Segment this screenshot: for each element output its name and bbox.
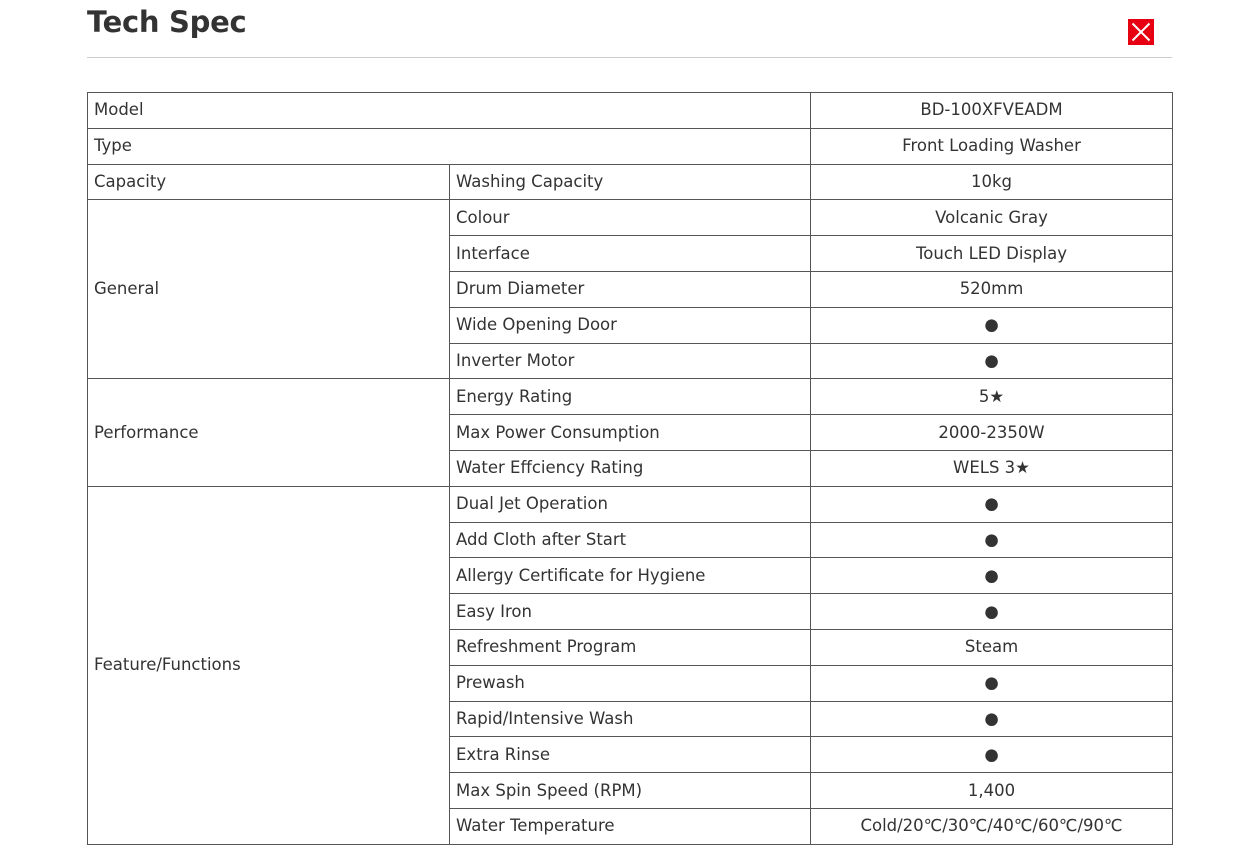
spec-table [87,92,1173,845]
spec-value: ● [811,558,1173,594]
spec-label: Interface [450,236,811,272]
table-row [88,164,1173,200]
spec-value: ● [811,343,1173,379]
spec-value: ● [811,665,1173,701]
spec-label: Rapid/Intensive Wash [450,701,811,737]
table-row [88,128,1173,164]
spec-value: ● [811,594,1173,630]
modal-header [87,0,1172,58]
spec-value: 2000-2350W [811,415,1173,451]
row-value-model: BD-100XFVEADM [811,93,1173,129]
category-label-general: General [88,200,450,379]
close-icon [1128,19,1154,45]
category-label-capacity: Capacity [88,164,450,200]
table-row [88,93,1173,129]
spec-value: ● [811,307,1173,343]
spec-value: ● [811,737,1173,773]
spec-label: Max Spin Speed (RPM) [450,773,811,809]
spec-label: Extra Rinse [450,737,811,773]
spec-label: Colour [450,200,811,236]
spec-value: Touch LED Display [811,236,1173,272]
spec-label: Water Effciency Rating [450,450,811,486]
spec-label: Energy Rating [450,379,811,415]
spec-label: Refreshment Program [450,629,811,665]
spec-label: Allergy Certificate for Hygiene [450,558,811,594]
spec-value: WELS 3★ [811,450,1173,486]
spec-label: Wide Opening Door [450,307,811,343]
spec-label: Inverter Motor [450,343,811,379]
table-row [88,379,1173,415]
row-value-type: Front Loading Washer [811,128,1173,164]
spec-value: 1,400 [811,773,1173,809]
spec-value: Volcanic Gray [811,200,1173,236]
spec-value: 520mm [811,271,1173,307]
table-row [88,486,1173,522]
spec-value: ● [811,701,1173,737]
page-title: Tech Spec [87,5,247,39]
table-row [88,200,1173,236]
spec-value: Steam [811,629,1173,665]
row-label-model: Model [88,93,811,129]
spec-label: Max Power Consumption [450,415,811,451]
spec-label: Drum Diameter [450,271,811,307]
row-label-type: Type [88,128,811,164]
spec-value: ● [811,486,1173,522]
spec-label: Dual Jet Operation [450,486,811,522]
category-label-features: Feature/Functions [88,486,450,844]
spec-label: Add Cloth after Start [450,522,811,558]
category-label-performance: Performance [88,379,450,486]
spec-label: Washing Capacity [450,164,811,200]
spec-value: ● [811,522,1173,558]
spec-label: Water Temperature [450,808,811,844]
spec-value: Cold/20℃/30℃/40℃/60℃/90℃ [811,808,1173,844]
spec-label: Easy Iron [450,594,811,630]
spec-value: 5★ [811,379,1173,415]
close-button[interactable] [1128,19,1154,45]
spec-label: Prewash [450,665,811,701]
spec-value: 10kg [811,164,1173,200]
